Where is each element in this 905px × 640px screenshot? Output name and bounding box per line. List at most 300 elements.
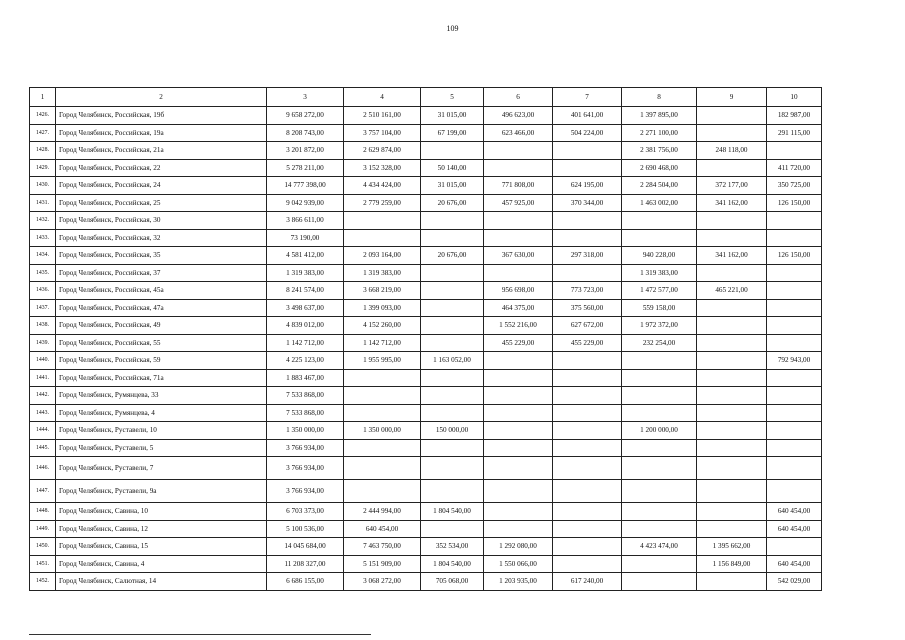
value-cell: 7 533 868,00 (267, 404, 344, 422)
address-cell: Город Челябинск, Руставели, 7 (56, 457, 267, 480)
value-cell (553, 503, 622, 521)
row-number: 1433. (30, 229, 56, 247)
value-cell (344, 404, 421, 422)
row-number: 1431. (30, 194, 56, 212)
value-cell (484, 404, 553, 422)
value-cell: 182 987,00 (767, 107, 822, 125)
value-cell: 705 068,00 (421, 573, 484, 591)
value-cell: 341 162,00 (697, 247, 767, 265)
value-cell (767, 282, 822, 300)
value-cell: 2 284 504,00 (622, 177, 697, 195)
table-row (30, 194, 822, 212)
row-number: 1448. (30, 503, 56, 521)
value-cell (767, 422, 822, 440)
value-cell: 465 221,00 (697, 282, 767, 300)
row-number: 1452. (30, 573, 56, 591)
value-cell: 341 162,00 (697, 194, 767, 212)
value-cell (697, 520, 767, 538)
value-cell (697, 573, 767, 591)
column-header: 1 (30, 88, 56, 107)
value-cell: 372 177,00 (697, 177, 767, 195)
value-cell: 370 344,00 (553, 194, 622, 212)
value-cell: 14 045 684,00 (267, 538, 344, 556)
column-header: 6 (484, 88, 553, 107)
address-cell: Город Челябинск, Савина, 15 (56, 538, 267, 556)
value-cell (622, 480, 697, 503)
value-cell (697, 317, 767, 335)
value-cell: 455 229,00 (553, 334, 622, 352)
value-cell: 1 972 372,00 (622, 317, 697, 335)
table-row (30, 159, 822, 177)
value-cell (622, 439, 697, 457)
address-cell: Город Челябинск, Российская, 19б (56, 107, 267, 125)
table-row (30, 503, 822, 521)
value-cell (697, 457, 767, 480)
table-row (30, 247, 822, 265)
value-cell (767, 538, 822, 556)
value-cell (344, 229, 421, 247)
value-cell: 2 093 164,00 (344, 247, 421, 265)
row-number: 1436. (30, 282, 56, 300)
value-cell: 2 271 100,00 (622, 124, 697, 142)
address-cell: Город Челябинск, Руставели, 10 (56, 422, 267, 440)
value-cell: 1 472 577,00 (622, 282, 697, 300)
value-cell: 7 463 750,00 (344, 538, 421, 556)
address-cell: Город Челябинск, Российская, 37 (56, 264, 267, 282)
value-cell (622, 387, 697, 405)
value-cell (697, 212, 767, 230)
address-cell: Город Челябинск, Российская, 35 (56, 247, 267, 265)
value-cell (697, 159, 767, 177)
value-cell (767, 317, 822, 335)
table-row (30, 352, 822, 370)
value-cell (622, 212, 697, 230)
column-header: 5 (421, 88, 484, 107)
value-cell (553, 439, 622, 457)
value-cell: 291 115,00 (767, 124, 822, 142)
table-row (30, 520, 822, 538)
table-body (30, 88, 822, 591)
value-cell: 2 690 468,00 (622, 159, 697, 177)
value-cell (697, 229, 767, 247)
header-row (30, 88, 822, 107)
value-cell: 4 581 412,00 (267, 247, 344, 265)
value-cell (553, 159, 622, 177)
value-cell: 3 152 328,00 (344, 159, 421, 177)
value-cell: 617 240,00 (553, 573, 622, 591)
address-cell: Город Челябинск, Савина, 10 (56, 503, 267, 521)
value-cell: 640 454,00 (344, 520, 421, 538)
value-cell: 1 142 712,00 (344, 334, 421, 352)
table-row (30, 422, 822, 440)
value-cell: 3 498 637,00 (267, 299, 344, 317)
value-cell (697, 264, 767, 282)
value-cell: 352 534,00 (421, 538, 484, 556)
row-number: 1444. (30, 422, 56, 440)
value-cell: 1 804 540,00 (421, 503, 484, 521)
value-cell: 559 158,00 (622, 299, 697, 317)
value-cell (344, 439, 421, 457)
address-cell: Город Челябинск, Российская, 25 (56, 194, 267, 212)
value-cell: 640 454,00 (767, 503, 822, 521)
value-cell (344, 457, 421, 480)
value-cell: 640 454,00 (767, 555, 822, 573)
value-cell: 375 560,00 (553, 299, 622, 317)
value-cell: 1 399 093,00 (344, 299, 421, 317)
table-row (30, 177, 822, 195)
row-number: 1437. (30, 299, 56, 317)
table-row (30, 142, 822, 160)
row-number: 1438. (30, 317, 56, 335)
row-number: 1451. (30, 555, 56, 573)
row-number: 1446. (30, 457, 56, 480)
value-cell: 4 152 260,00 (344, 317, 421, 335)
value-cell (421, 457, 484, 480)
value-cell (344, 369, 421, 387)
value-cell (553, 212, 622, 230)
table-row (30, 282, 822, 300)
value-cell (697, 299, 767, 317)
value-cell: 940 228,00 (622, 247, 697, 265)
value-cell: 1 292 080,00 (484, 538, 553, 556)
table-row (30, 124, 822, 142)
value-cell (421, 142, 484, 160)
value-cell: 623 466,00 (484, 124, 553, 142)
column-header: 4 (344, 88, 421, 107)
value-cell: 5 100 536,00 (267, 520, 344, 538)
value-cell: 1 804 540,00 (421, 555, 484, 573)
value-cell: 1 142 712,00 (267, 334, 344, 352)
value-cell (697, 124, 767, 142)
value-cell (553, 142, 622, 160)
table-row (30, 212, 822, 230)
row-number: 1449. (30, 520, 56, 538)
value-cell (553, 404, 622, 422)
address-cell: Город Челябинск, Российская, 47а (56, 299, 267, 317)
data-table (29, 87, 822, 591)
value-cell: 1 397 895,00 (622, 107, 697, 125)
value-cell (421, 439, 484, 457)
value-cell (421, 404, 484, 422)
value-cell: 1 200 000,00 (622, 422, 697, 440)
address-cell: Город Челябинск, Российская, 22 (56, 159, 267, 177)
column-header: 3 (267, 88, 344, 107)
table-row (30, 480, 822, 503)
value-cell: 624 195,00 (553, 177, 622, 195)
value-cell (767, 212, 822, 230)
value-cell (484, 457, 553, 480)
value-cell: 2 629 874,00 (344, 142, 421, 160)
row-number: 1432. (30, 212, 56, 230)
value-cell (697, 334, 767, 352)
value-cell: 126 150,00 (767, 247, 822, 265)
value-cell: 1 350 000,00 (344, 422, 421, 440)
value-cell (344, 387, 421, 405)
value-cell: 627 672,00 (553, 317, 622, 335)
value-cell: 6 686 155,00 (267, 573, 344, 591)
value-cell (553, 457, 622, 480)
value-cell (697, 439, 767, 457)
value-cell (622, 457, 697, 480)
value-cell (421, 229, 484, 247)
value-cell: 3 766 934,00 (267, 439, 344, 457)
address-cell: Город Челябинск, Савина, 12 (56, 520, 267, 538)
value-cell (767, 299, 822, 317)
value-cell: 7 533 868,00 (267, 387, 344, 405)
value-cell (484, 352, 553, 370)
value-cell (484, 520, 553, 538)
row-number: 1447. (30, 480, 56, 503)
value-cell (421, 264, 484, 282)
row-number: 1426. (30, 107, 56, 125)
value-cell: 20 676,00 (421, 247, 484, 265)
value-cell (344, 212, 421, 230)
value-cell: 1 552 216,00 (484, 317, 553, 335)
value-cell: 3 766 934,00 (267, 457, 344, 480)
value-cell (553, 229, 622, 247)
value-cell (484, 264, 553, 282)
value-cell (553, 387, 622, 405)
address-cell: Город Челябинск, Российская, 59 (56, 352, 267, 370)
address-cell: Город Челябинск, Руставели, 5 (56, 439, 267, 457)
address-cell: Город Челябинск, Российская, 24 (56, 177, 267, 195)
address-cell: Город Челябинск, Российская, 30 (56, 212, 267, 230)
value-cell: 248 118,00 (697, 142, 767, 160)
value-cell: 232 254,00 (622, 334, 697, 352)
value-cell: 2 510 161,00 (344, 107, 421, 125)
value-cell (767, 229, 822, 247)
address-cell: Город Челябинск, Румянцева, 33 (56, 387, 267, 405)
value-cell: 9 658 272,00 (267, 107, 344, 125)
value-cell: 1 319 383,00 (344, 264, 421, 282)
value-cell (622, 369, 697, 387)
value-cell (697, 387, 767, 405)
value-cell: 792 943,00 (767, 352, 822, 370)
value-cell (484, 422, 553, 440)
row-number: 1441. (30, 369, 56, 387)
value-cell: 956 698,00 (484, 282, 553, 300)
value-cell: 8 241 574,00 (267, 282, 344, 300)
value-cell: 3 766 934,00 (267, 480, 344, 503)
value-cell (767, 457, 822, 480)
value-cell (553, 352, 622, 370)
address-cell: Город Челябинск, Руставели, 9а (56, 480, 267, 503)
row-number: 1435. (30, 264, 56, 282)
value-cell (484, 439, 553, 457)
address-cell: Город Челябинск, Российская, 55 (56, 334, 267, 352)
value-cell: 1 550 066,00 (484, 555, 553, 573)
value-cell: 150 000,00 (421, 422, 484, 440)
table-row (30, 317, 822, 335)
table-row (30, 229, 822, 247)
value-cell (553, 369, 622, 387)
value-cell: 1 955 995,00 (344, 352, 421, 370)
value-cell: 3 866 611,00 (267, 212, 344, 230)
value-cell (622, 555, 697, 573)
value-cell: 4 434 424,00 (344, 177, 421, 195)
value-cell (484, 142, 553, 160)
value-cell (553, 422, 622, 440)
address-cell: Город Челябинск, Российская, 19а (56, 124, 267, 142)
value-cell: 1 350 000,00 (267, 422, 344, 440)
value-cell: 126 150,00 (767, 194, 822, 212)
value-cell (553, 538, 622, 556)
table-row (30, 457, 822, 480)
table-row (30, 387, 822, 405)
value-cell: 73 190,00 (267, 229, 344, 247)
table-row (30, 264, 822, 282)
value-cell: 411 720,00 (767, 159, 822, 177)
page-number: 109 (446, 24, 459, 33)
value-cell (484, 212, 553, 230)
value-cell (697, 422, 767, 440)
table-row (30, 369, 822, 387)
footnote-divider (29, 634, 371, 635)
row-number: 1429. (30, 159, 56, 177)
value-cell: 20 676,00 (421, 194, 484, 212)
value-cell: 1 156 849,00 (697, 555, 767, 573)
value-cell (553, 480, 622, 503)
column-header: 8 (622, 88, 697, 107)
address-cell: Город Челябинск, Российская, 45а (56, 282, 267, 300)
column-header: 9 (697, 88, 767, 107)
value-cell: 3 757 104,00 (344, 124, 421, 142)
value-cell (622, 520, 697, 538)
row-number: 1450. (30, 538, 56, 556)
value-cell (697, 369, 767, 387)
value-cell: 5 151 909,00 (344, 555, 421, 573)
value-cell: 4 225 123,00 (267, 352, 344, 370)
value-cell: 5 278 211,00 (267, 159, 344, 177)
value-cell: 50 140,00 (421, 159, 484, 177)
address-cell: Город Челябинск, Российская, 71а (56, 369, 267, 387)
value-cell (767, 387, 822, 405)
address-cell: Город Челябинск, Румянцева, 4 (56, 404, 267, 422)
value-cell: 31 015,00 (421, 177, 484, 195)
table-row (30, 538, 822, 556)
row-number: 1439. (30, 334, 56, 352)
value-cell: 4 423 474,00 (622, 538, 697, 556)
value-cell (697, 352, 767, 370)
value-cell: 367 630,00 (484, 247, 553, 265)
value-cell (421, 520, 484, 538)
value-cell: 464 375,00 (484, 299, 553, 317)
table-row (30, 107, 822, 125)
row-number: 1445. (30, 439, 56, 457)
value-cell (767, 334, 822, 352)
row-number: 1427. (30, 124, 56, 142)
value-cell (484, 229, 553, 247)
value-cell: 2 381 756,00 (622, 142, 697, 160)
row-number: 1430. (30, 177, 56, 195)
address-cell: Город Челябинск, Салютная, 14 (56, 573, 267, 591)
value-cell (553, 264, 622, 282)
value-cell (553, 555, 622, 573)
value-cell: 1 203 935,00 (484, 573, 553, 591)
value-cell (767, 142, 822, 160)
value-cell: 496 623,00 (484, 107, 553, 125)
value-cell: 297 318,00 (553, 247, 622, 265)
table-row (30, 573, 822, 591)
value-cell (767, 264, 822, 282)
value-cell: 8 208 743,00 (267, 124, 344, 142)
value-cell (484, 387, 553, 405)
value-cell: 14 777 398,00 (267, 177, 344, 195)
value-cell: 457 925,00 (484, 194, 553, 212)
value-cell: 401 641,00 (553, 107, 622, 125)
value-cell: 1 395 662,00 (697, 538, 767, 556)
value-cell (767, 369, 822, 387)
value-cell (767, 404, 822, 422)
value-cell: 542 029,00 (767, 573, 822, 591)
value-cell: 350 725,00 (767, 177, 822, 195)
value-cell (421, 282, 484, 300)
row-number: 1440. (30, 352, 56, 370)
value-cell (421, 334, 484, 352)
table-row (30, 439, 822, 457)
value-cell (421, 299, 484, 317)
column-header: 10 (767, 88, 822, 107)
value-cell: 1 463 002,00 (622, 194, 697, 212)
value-cell: 773 723,00 (553, 282, 622, 300)
value-cell: 31 015,00 (421, 107, 484, 125)
value-cell (697, 404, 767, 422)
value-cell: 3 668 219,00 (344, 282, 421, 300)
column-header: 7 (553, 88, 622, 107)
value-cell: 2 444 994,00 (344, 503, 421, 521)
value-cell: 3 201 872,00 (267, 142, 344, 160)
value-cell (421, 317, 484, 335)
value-cell (767, 439, 822, 457)
value-cell (697, 107, 767, 125)
value-cell: 640 454,00 (767, 520, 822, 538)
value-cell: 9 042 939,00 (267, 194, 344, 212)
value-cell (697, 480, 767, 503)
value-cell: 67 199,00 (421, 124, 484, 142)
value-cell: 455 229,00 (484, 334, 553, 352)
value-cell: 1 883 467,00 (267, 369, 344, 387)
value-cell (622, 229, 697, 247)
value-cell (421, 212, 484, 230)
address-cell: Город Челябинск, Савина, 4 (56, 555, 267, 573)
table-row (30, 299, 822, 317)
column-header: 2 (56, 88, 267, 107)
value-cell (344, 480, 421, 503)
value-cell: 504 224,00 (553, 124, 622, 142)
row-number: 1428. (30, 142, 56, 160)
row-number: 1442. (30, 387, 56, 405)
value-cell (421, 387, 484, 405)
value-cell (484, 369, 553, 387)
value-cell (421, 369, 484, 387)
table-row (30, 555, 822, 573)
value-cell: 11 208 327,00 (267, 555, 344, 573)
value-cell: 6 703 373,00 (267, 503, 344, 521)
value-cell (622, 573, 697, 591)
row-number: 1434. (30, 247, 56, 265)
value-cell: 1 319 383,00 (622, 264, 697, 282)
value-cell (622, 503, 697, 521)
value-cell (484, 159, 553, 177)
value-cell (484, 480, 553, 503)
value-cell (697, 503, 767, 521)
value-cell: 2 779 259,00 (344, 194, 421, 212)
value-cell: 4 839 012,00 (267, 317, 344, 335)
value-cell (622, 352, 697, 370)
value-cell: 1 319 383,00 (267, 264, 344, 282)
row-number: 1443. (30, 404, 56, 422)
address-cell: Город Челябинск, Российская, 49 (56, 317, 267, 335)
